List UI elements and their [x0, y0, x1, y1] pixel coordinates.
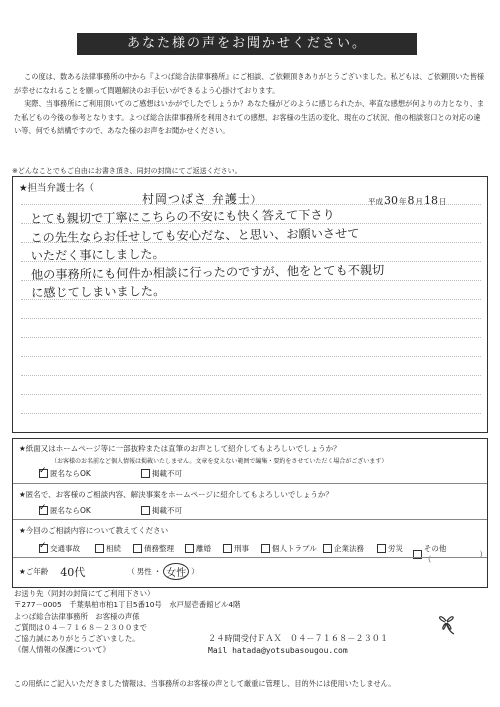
checkbox-checked[interactable] [39, 544, 48, 553]
intro-text [14, 70, 486, 138]
checkbox[interactable] [133, 544, 142, 553]
email-address: Mail hatada@yotsubasougou.com [208, 645, 348, 655]
clover-icon [432, 608, 460, 636]
case-anonymous-option[interactable]: ✓ 匿名ならOK [39, 505, 91, 516]
comment-line: いただく事にしました。 [30, 247, 165, 263]
handwritten-comment [30, 204, 481, 303]
category-corporate[interactable]: 企業法務 [323, 543, 364, 554]
ruled-line [21, 318, 481, 319]
ruled-line [21, 337, 481, 338]
gender-female-selected[interactable]: 女性 [163, 563, 189, 580]
instruction-note: ※どんなことでもご自由にお書き頂き、同封の封筒にてご返送ください。 [12, 167, 242, 175]
comment-line: に感じてしまいました。 [31, 284, 166, 300]
fax-number: ２４時間受付ＦＡＸ ０４－７１６８－２３０１ [208, 633, 389, 643]
checkbox[interactable] [141, 506, 150, 515]
checkbox[interactable] [223, 544, 232, 553]
survey-box [12, 438, 488, 588]
case-refuse-option[interactable]: 掲載不可 [141, 505, 182, 516]
category-personal[interactable]: 個人トラブル [261, 543, 317, 554]
privacy-statement: この用紙にご記入いただきました情報は、当事務所のお客様の声として厳重に管理し、目的外には使用いたしません。 [14, 679, 396, 688]
footer-contact [208, 633, 388, 656]
ruled-line [21, 413, 481, 414]
category-labor[interactable]: 労災 [377, 543, 403, 554]
category-other[interactable]: その他（ ） [413, 543, 487, 565]
category-inheritance[interactable]: 相続 [95, 543, 121, 554]
checkbox[interactable] [377, 544, 386, 553]
ruled-line [21, 356, 481, 357]
lawyer-label: ★担当弁護士名（ [19, 183, 95, 194]
comment-line: この先生ならお任せしても安心だな、と思い、お願いさせて [30, 225, 360, 245]
footer-address: お送り先（同封の封筒にてご利用下さい） 〒277－0005 千葉県柏市柏1丁目5番10号 水戸屋壱番館ビル4階 よつば総合法律事務所 お客様の声係 ご質問は０４－７１６８－２３００まで ご協力誠にありがとうございました。 《個人情報の保護について》 [14, 589, 241, 655]
ruled-line [21, 375, 481, 376]
publish-anonymous-option[interactable]: ✓ 匿名ならOK [39, 468, 91, 479]
checkbox-checked[interactable] [39, 469, 48, 478]
date-field: 平成 30 年 8 月 18 日 [368, 194, 447, 207]
gender-male[interactable]: 男性 [136, 567, 152, 576]
category-criminal[interactable]: 刑事 [223, 543, 249, 554]
intro-paragraph-1: この度は、数ある法律事務所の中から『よつば総合法律事務所』にご相談、ご依頼頂きありがとうございました。私どもは、ご依頼頂いた皆様が幸せになれることを願って問題解決のお手伝いができるよう心掛けております。 [14, 72, 485, 95]
category-divorce[interactable]: 離婚 [185, 543, 211, 554]
category-debt[interactable]: 債務整理 [133, 543, 174, 554]
divider [13, 557, 487, 558]
checkbox-checked[interactable] [39, 506, 48, 515]
question-publish: ★紙面又はホームページ等に一部抜粋または直筆のお声として紹介してもよろしいでしょうか？ [19, 444, 341, 453]
intro-paragraph-2: 実際、当事務所にご利用頂いてのご感想はいかがでしたでしょうか？あなた様がどのように感じられたか、率直な感想が何よりの力となり、また私どもの今後の参考となります。よつば総合法律事務所を利用されての感想、お客様の生活の変化、現在のご状況、他の相談窓口との対応の違い等、何でも結構ですので、あなた様のお声をお聞かせください。 [14, 99, 485, 136]
category-traffic[interactable]: ✓ 交通事故 [39, 543, 80, 554]
checkbox[interactable] [323, 544, 332, 553]
comment-line: 他の事務所にも何件か相談に行ったのですが、他をとても不親切 [30, 262, 385, 282]
question-category: ★今回のご相談内容について教えてください [19, 526, 169, 535]
divider [13, 483, 487, 484]
checkbox[interactable] [141, 469, 150, 478]
publish-refuse-option[interactable]: 掲載不可 [141, 468, 182, 479]
checkbox[interactable] [185, 544, 194, 553]
age-row: ★ご年齢 40代 （ 男性 ・ 女性 ） [19, 563, 199, 580]
age-value: 40代 [60, 565, 86, 579]
divider [13, 519, 487, 520]
page-banner: あなた様の声をお聞かせください。 [77, 33, 417, 55]
ruled-line [21, 394, 481, 395]
checkbox[interactable] [95, 544, 104, 553]
question-publish-note: （お客様のお名前など個人情報は掲載いたしません。文章を変えない範囲で編集・要約をさせていただく場合がございます） [51, 458, 388, 465]
question-case-intro: ★匿名で、お客様のご相談内容、解決事案をホームページに紹介してもよろしいでしょうか？ [19, 490, 333, 499]
comment-line: とても親切で丁寧にこちらの不安にも快く答えて下さり [30, 207, 335, 226]
checkbox[interactable] [261, 544, 270, 553]
lawyer-name-handwritten: 村岡つばさ 弁護士） [142, 192, 262, 206]
